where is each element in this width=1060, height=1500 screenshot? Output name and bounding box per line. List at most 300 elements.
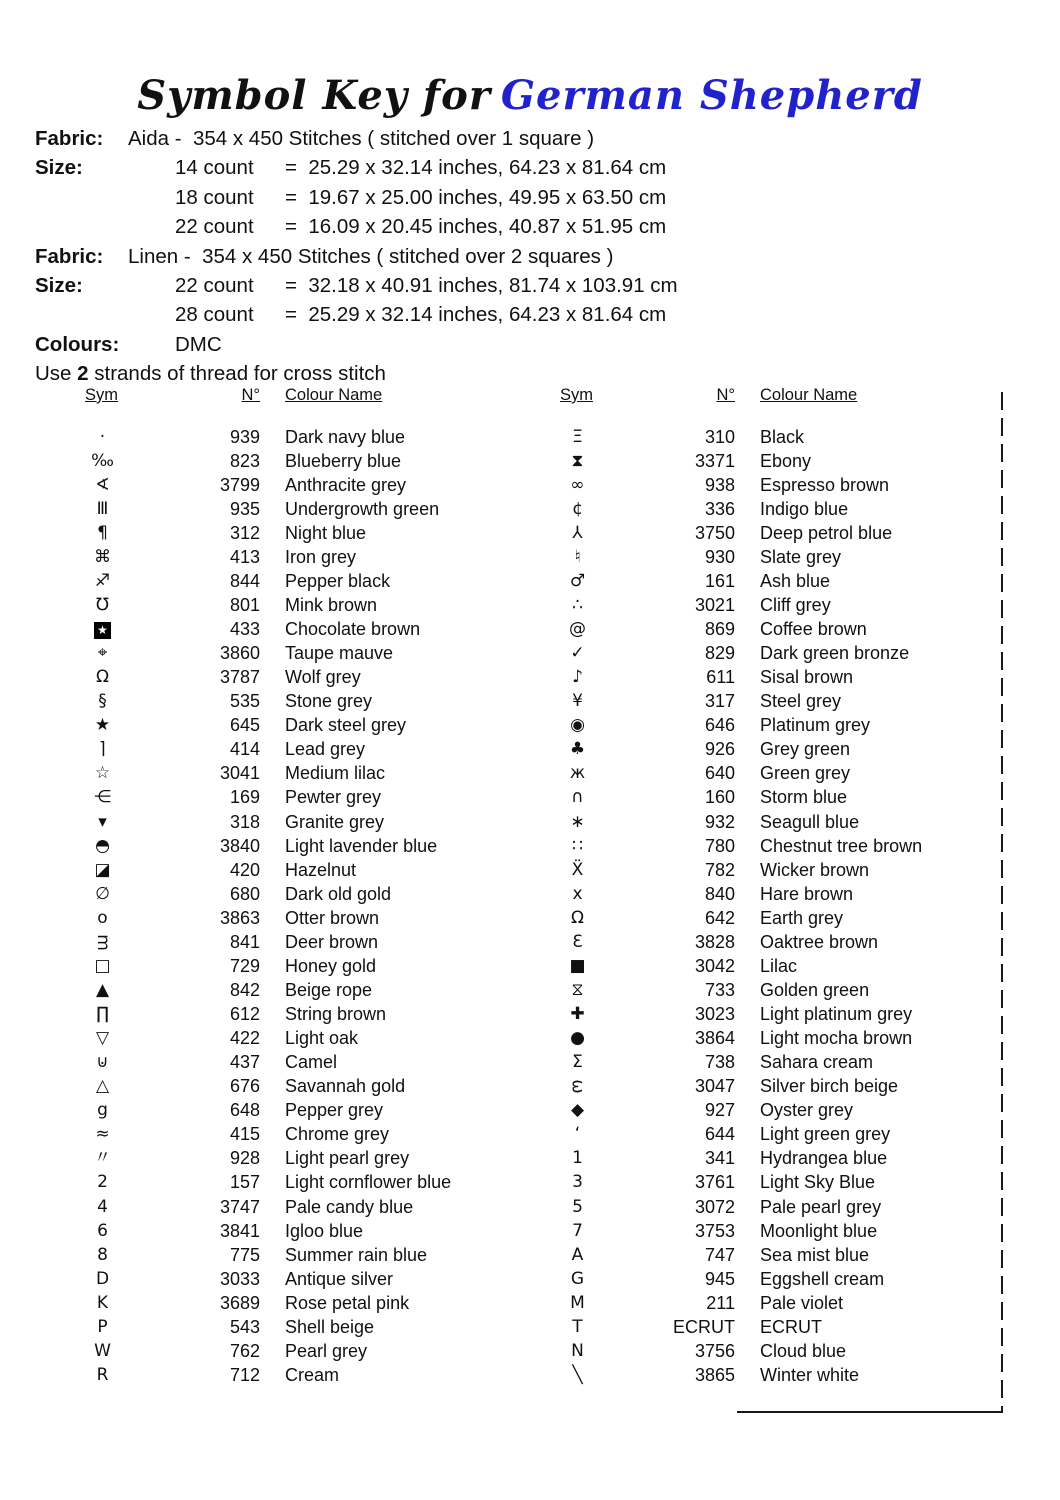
stitch-symbol-cell (60, 426, 145, 447)
stitch-symbol-cell (60, 741, 145, 758)
stitch-symbol-cell (535, 979, 620, 1000)
dmc-number-cell: 648 (229, 1100, 260, 1121)
dmc-number-cell: 3023 (694, 1004, 735, 1025)
stitch-symbol-icon: ¶ (97, 522, 108, 543)
stitch-symbol-cell (535, 765, 620, 782)
symbol-table-row (535, 1075, 980, 1099)
dmc-number-cell: 211 (706, 1292, 735, 1313)
stitch-symbol-icon: ⧗ (571, 450, 584, 471)
meta-value: Linen - 354 x 450 Stitches ( stitched over 2 squares ) (128, 244, 614, 268)
symbol-table-row (60, 1315, 490, 1339)
stitch-symbol-icon: M (570, 1292, 585, 1313)
stitch-symbol-icon: ♮ (574, 546, 581, 567)
table-left-rows (60, 425, 490, 1388)
stitch-symbol-cell (535, 811, 620, 832)
colour-name-cell: Wicker brown (760, 859, 870, 880)
dmc-number-cell: ECRUT (673, 1316, 735, 1337)
meta-label: Fabric: (35, 244, 104, 268)
stitch-symbol-icon: ♪ (572, 667, 583, 688)
dmc-number-cell: 3753 (694, 1220, 735, 1241)
stitch-symbol-icon: ж (569, 763, 586, 784)
colour-name-cell: Ash blue (760, 570, 831, 591)
symbol-table-right (535, 386, 980, 1388)
colour-name-cell: Camel (285, 1052, 338, 1073)
symbol-table-row (60, 882, 490, 906)
symbol-table-row (60, 858, 490, 882)
meta-value: Aida - 354 x 450 Stitches ( stitched over 1 square ) (128, 127, 595, 150)
colour-name-cell: Beige rope (285, 979, 373, 1000)
meta-value: = 32.18 x 40.91 inches, 81.74 x 103.91 cm (285, 274, 678, 298)
symbol-table-row (535, 762, 980, 786)
symbol-table-row (535, 666, 980, 690)
stitch-symbol-cell (535, 907, 620, 928)
colour-name-cell: Dark old gold (285, 883, 392, 904)
stitch-symbol-cell (60, 1054, 145, 1071)
strands-note (35, 359, 895, 388)
symbol-table-row (535, 642, 980, 666)
dmc-number-cell: 420 (229, 859, 260, 880)
stitch-symbol-icon: D (95, 1268, 110, 1289)
symbol-table-row (535, 1003, 980, 1027)
adjacent-page-edge-horizontal-line (737, 1411, 1003, 1413)
stitch-symbol-icon: ⌖ (97, 643, 108, 664)
symbol-table-row (60, 738, 490, 762)
symbol-table-row (60, 593, 490, 617)
stitch-symbol-cell (60, 1220, 145, 1241)
dmc-number-cell: 823 (229, 450, 260, 471)
colour-name-cell: Light cornflower blue (285, 1172, 452, 1193)
meta-value (285, 330, 895, 359)
stitch-symbol-cell (60, 522, 145, 543)
symbol-table-left (60, 386, 490, 1388)
stitch-symbol-cell (60, 474, 145, 495)
symbol-table-row (535, 497, 980, 521)
stitch-symbol-cell (535, 1244, 620, 1265)
dmc-number-cell: 935 (229, 498, 260, 519)
pattern-meta (35, 124, 895, 389)
colour-name-cell: Lead grey (285, 739, 366, 760)
stitch-symbol-icon: ⌉ (99, 739, 106, 760)
stitch-symbol-cell (535, 1220, 620, 1241)
colour-name-cell: Undergrowth green (285, 498, 440, 519)
stitch-symbol-cell (60, 1244, 145, 1265)
dmc-number-cell: 3841 (219, 1220, 260, 1241)
dmc-number-cell: 3756 (694, 1340, 735, 1361)
stitch-symbol-icon: ◪ (94, 859, 111, 880)
stitch-symbol-cell (60, 1196, 145, 1217)
stitch-symbol-cell (60, 570, 145, 591)
colour-name-cell: Silver birch beige (760, 1076, 899, 1097)
colour-name-cell: Eggshell cream (760, 1268, 885, 1289)
symbol-table-row (60, 449, 490, 473)
stitch-symbol-icon: ☆ (94, 763, 111, 784)
dmc-number-cell: 780 (704, 835, 735, 856)
dmc-number-cell: 3033 (219, 1268, 260, 1289)
stitch-symbol-cell (60, 1364, 145, 1385)
dmc-number-cell: 932 (704, 811, 735, 832)
symbol-table-row (535, 1099, 980, 1123)
symbol-table-row (535, 906, 980, 930)
dmc-number-cell: 829 (704, 643, 735, 664)
dmc-number-cell: 611 (706, 667, 735, 688)
dmc-number-cell: 169 (229, 787, 260, 808)
stitch-symbol-icon: ‰ (91, 450, 114, 471)
stitch-symbol-cell (60, 811, 145, 832)
symbol-table-row (535, 1363, 980, 1387)
stitch-symbol-icon: ★ (94, 715, 111, 736)
stitch-symbol-cell (60, 765, 145, 782)
stitch-symbol-icon: ♣ (569, 739, 586, 760)
stitch-symbol-cell (535, 1292, 620, 1313)
symbol-table-row (535, 1267, 980, 1291)
stitch-symbol-cell (535, 546, 620, 567)
dmc-number-cell: 612 (229, 1004, 260, 1025)
stitch-symbol-icon: ⅄ (572, 522, 583, 543)
dmc-number-cell: 927 (704, 1100, 735, 1121)
colour-name-cell: Winter white (760, 1364, 860, 1385)
meta-value: = 16.09 x 20.45 inches, 40.87 x 51.95 cm (285, 215, 667, 239)
meta-label (35, 183, 128, 212)
stitch-symbol-cell (535, 1268, 620, 1289)
stitch-symbol-cell (535, 498, 620, 519)
symbol-table-row (535, 618, 980, 642)
stitch-symbol-icon: 2 (97, 1172, 108, 1193)
stitch-symbol-icon: ∩ (571, 787, 584, 808)
stitch-symbol-cell (535, 789, 620, 806)
stitch-symbol-cell (535, 1078, 620, 1095)
stitch-symbol-cell (60, 498, 145, 519)
stitch-symbol-icon: ▽ (95, 1028, 110, 1049)
colour-name-cell: Granite grey (285, 811, 385, 832)
colour-name-cell: Deer brown (285, 931, 379, 952)
dmc-number-cell: 535 (229, 691, 260, 712)
colour-name-cell: Pale pearl grey (760, 1196, 882, 1217)
stitch-symbol-cell (60, 1340, 145, 1361)
symbol-table-row (60, 521, 490, 545)
stitch-symbol-icon: ✓ (570, 643, 585, 664)
colour-name-cell: Light green grey (760, 1124, 891, 1145)
title-prefix: Symbol Key for (137, 72, 491, 119)
stitch-symbol-cell (60, 883, 145, 904)
dmc-number-cell: 3021 (694, 594, 735, 615)
dmc-number-cell: 415 (229, 1124, 260, 1145)
meta-row (35, 212, 895, 241)
colour-name-cell: Green grey (760, 763, 851, 784)
dmc-number-cell: 928 (229, 1148, 260, 1169)
stitch-symbol-icon: ∷ (572, 835, 583, 856)
colour-name-cell: Indigo blue (760, 498, 849, 519)
meta-row (35, 153, 895, 182)
colour-name-cell: Igloo blue (285, 1220, 364, 1241)
stitch-symbol-icon: § (98, 691, 107, 712)
symbol-table-row (535, 1243, 980, 1267)
colour-name-cell: Cloud blue (760, 1340, 847, 1361)
colour-name-cell: Dark steel grey (285, 715, 407, 736)
stitch-symbol-icon: G (570, 1268, 585, 1289)
meta-count: 22 count (175, 215, 254, 239)
meta-label: Size: (35, 274, 83, 298)
stitch-symbol-cell (535, 1340, 620, 1361)
symbol-table-row (535, 425, 980, 449)
dmc-number-cell: 413 (229, 546, 260, 567)
colour-name-cell: Slate grey (760, 546, 842, 567)
meta-label (35, 212, 128, 241)
dmc-number-cell: 738 (704, 1052, 735, 1073)
stitch-symbol-icon: ∢ (95, 474, 110, 495)
stitch-symbol-cell (60, 669, 145, 686)
symbol-table-row (535, 810, 980, 834)
dmc-number-cell: 3761 (694, 1172, 735, 1193)
stitch-symbol-icon: ╲ (572, 1364, 583, 1385)
stitch-symbol-cell (60, 1268, 145, 1289)
stitch-symbol-cell (535, 1054, 620, 1071)
meta-count: DMC (175, 332, 222, 356)
stitch-symbol-cell (60, 645, 145, 662)
symbol-table-row (60, 569, 490, 593)
stitch-symbol-icon: ◓ (95, 835, 110, 856)
colour-name-cell: Chrome grey (285, 1124, 390, 1145)
stitch-symbol-cell (60, 1292, 145, 1313)
meta-row (35, 242, 895, 271)
symbol-table-row (60, 1123, 490, 1147)
symbol-table-row (535, 834, 980, 858)
dmc-number-cell: 3750 (694, 522, 735, 543)
strands-note-count: 2 (77, 362, 89, 386)
stitch-symbol-icon: ⊍ (96, 1052, 109, 1073)
meta-count: 14 count (175, 156, 254, 180)
dmc-number-cell: 926 (704, 739, 735, 760)
symbol-table-row (60, 642, 490, 666)
symbol-table-row (535, 714, 980, 738)
colour-name-cell: Oaktree brown (760, 931, 879, 952)
dmc-number-cell: 3371 (694, 450, 735, 471)
dmc-number-cell: 844 (229, 570, 260, 591)
stitch-symbol-cell (60, 1030, 145, 1047)
symbol-table-row (535, 786, 980, 810)
symbol-table-row (535, 1027, 980, 1051)
colour-name-cell: Grey green (760, 739, 851, 760)
meta-value: = 19.67 x 25.00 inches, 49.95 x 63.50 cm (285, 185, 667, 209)
dmc-number-cell: 3787 (219, 667, 260, 688)
stitch-symbol-icon: 6 (97, 1220, 108, 1241)
colour-name-cell: Lilac (760, 955, 798, 976)
stitch-symbol-cell (535, 450, 620, 471)
dmc-number-cell: 676 (229, 1076, 260, 1097)
symbol-table-row (60, 834, 490, 858)
colour-name-cell: Stone grey (285, 691, 373, 712)
stitch-symbol-icon: ★ (94, 622, 111, 639)
dmc-number-cell: 317 (704, 691, 735, 712)
adjacent-page-edge-vertical-line (1001, 392, 1003, 1412)
title-subject: German Shepherd (500, 72, 923, 119)
colour-name-cell: Chestnut tree brown (760, 835, 923, 856)
colour-name-cell: Summer rain blue (285, 1244, 428, 1265)
symbol-table-row (60, 1267, 490, 1291)
symbol-table-row (60, 954, 490, 978)
symbol-table-row (535, 1123, 980, 1147)
colour-name-cell: Mink brown (285, 594, 378, 615)
colour-name-cell: Steel grey (760, 691, 842, 712)
dmc-number-cell: 712 (229, 1364, 260, 1385)
stitch-symbol-cell (60, 1126, 145, 1143)
stitch-symbol-icon: 〃 (94, 1148, 111, 1169)
colour-name-cell: Savannah gold (285, 1076, 406, 1097)
symbol-table-row (60, 978, 490, 1002)
symbol-table-row (535, 569, 980, 593)
stitch-symbol-icon: △ (95, 1076, 110, 1097)
symbol-table-row (60, 810, 490, 834)
colour-name-cell: Cream (285, 1364, 340, 1385)
stitch-symbol-cell (535, 1364, 620, 1385)
dmc-number-cell: 336 (704, 498, 735, 519)
symbol-table-row (60, 1051, 490, 1075)
colour-name-cell: Deep petrol blue (760, 522, 893, 543)
colour-name-cell: Hare brown (760, 883, 854, 904)
stitch-symbol-icon: N (571, 1340, 584, 1361)
stitch-symbol-cell (535, 570, 620, 591)
stitch-symbol-cell (535, 645, 620, 662)
colour-name-cell: Pearl grey (285, 1340, 368, 1361)
symbol-table-row (535, 521, 980, 545)
symbol-table-row (60, 545, 490, 569)
colour-name-cell: Taupe mauve (285, 643, 394, 664)
meta-label: Fabric: (35, 127, 104, 150)
stitch-symbol-icon: T (572, 1316, 583, 1337)
symbol-table-row (60, 1219, 490, 1243)
stitch-symbol-cell (535, 522, 620, 543)
stitch-symbol-cell (60, 546, 145, 567)
symbol-table-row (60, 1195, 490, 1219)
colour-name-cell: Sisal brown (760, 667, 854, 688)
colour-name-cell: Storm blue (760, 787, 848, 808)
symbol-table-row (60, 930, 490, 954)
symbol-table-row (535, 930, 980, 954)
stitch-symbol-icon: 1 (572, 1148, 583, 1169)
symbol-table-row (60, 1171, 490, 1195)
symbol-table-row (60, 1363, 490, 1387)
symbol-table-row (60, 690, 490, 714)
stitch-symbol-icon: g (97, 1100, 108, 1121)
header-sym: Sym (85, 386, 118, 404)
stitch-symbol-icon: Ⅲ (96, 498, 109, 519)
symbol-table-row (60, 762, 490, 786)
stitch-symbol-cell (60, 1102, 145, 1119)
dmc-number-cell: 733 (704, 979, 735, 1000)
colour-name-cell: Pewter grey (285, 787, 382, 808)
symbol-table-row (535, 738, 980, 762)
stitch-symbol-cell (60, 1078, 145, 1095)
stitch-symbol-cell (535, 1126, 620, 1143)
stitch-symbol-icon: 4 (97, 1196, 108, 1217)
colour-name-cell: Light pearl grey (285, 1148, 410, 1169)
symbol-table-row (60, 906, 490, 930)
dmc-number-cell: 3840 (219, 835, 260, 856)
stitch-symbol-icon: Ω (96, 667, 109, 688)
meta-count: 28 count (175, 303, 254, 327)
meta-row (35, 330, 895, 359)
symbol-table-row (535, 1219, 980, 1243)
meta-value: = 25.29 x 32.14 inches, 64.23 x 81.64 cm (285, 303, 667, 327)
stitch-symbol-icon: 3 (572, 1172, 583, 1193)
colour-name-cell: Espresso brown (760, 474, 890, 495)
dmc-number-cell: 433 (229, 619, 260, 640)
symbol-table-row (60, 1147, 490, 1171)
symbol-table-row (60, 425, 490, 449)
header-sym: Sym (560, 386, 593, 404)
stitch-symbol-cell (535, 474, 620, 495)
colour-name-cell: Ebony (760, 450, 812, 471)
symbol-table-row (535, 1291, 980, 1315)
stitch-symbol-icon: @ (569, 619, 586, 640)
dmc-number-cell: 341 (704, 1148, 735, 1169)
stitch-symbol-cell (535, 1006, 620, 1023)
colour-name-cell: Golden green (760, 979, 870, 1000)
symbol-table-row (535, 1339, 980, 1363)
dmc-number-cell: 318 (229, 811, 260, 832)
colour-name-cell: Shell beige (285, 1316, 375, 1337)
stitch-symbol-icon: ∗ (570, 811, 585, 832)
symbol-table-row (535, 954, 980, 978)
dmc-number-cell: 543 (229, 1316, 260, 1337)
symbol-table-row (60, 1243, 490, 1267)
stitch-symbol-icon: R (96, 1364, 109, 1385)
dmc-number-cell: 3828 (694, 931, 735, 952)
stitch-symbol-icon: A (571, 1244, 584, 1265)
header-number: N° (716, 386, 735, 404)
stitch-symbol-cell (535, 859, 620, 880)
colour-name-cell: Light oak (285, 1028, 359, 1049)
colour-name-cell: Sea mist blue (760, 1244, 870, 1265)
dmc-number-cell: 782 (704, 859, 735, 880)
meta-label (35, 300, 128, 329)
dmc-number-cell: 869 (704, 619, 735, 640)
stitch-symbol-icon: ⋲ (94, 787, 111, 808)
symbol-table-row (535, 1195, 980, 1219)
stitch-symbol-cell (535, 693, 620, 710)
symbol-table-row (535, 882, 980, 906)
dmc-number-cell: 801 (229, 594, 260, 615)
stitch-symbol-cell (535, 1174, 620, 1191)
colour-name-cell: Otter brown (285, 907, 380, 928)
stitch-symbol-icon: ¥ (572, 691, 583, 712)
stitch-symbol-icon: ✚ (570, 1004, 585, 1025)
dmc-number-cell: 680 (229, 883, 260, 904)
symbol-table-row (535, 1171, 980, 1195)
symbol-table-row (60, 1339, 490, 1363)
dmc-number-cell: 3747 (219, 1196, 260, 1217)
stitch-symbol-icon: ♂ (569, 570, 586, 591)
stitch-symbol-cell (60, 979, 145, 1000)
stitch-symbol-cell (60, 1150, 145, 1167)
strands-note-suffix: strands of thread for cross stitch (88, 362, 386, 386)
stitch-symbol-icon: 5 (572, 1196, 583, 1217)
stitch-symbol-icon: m (93, 934, 113, 951)
stitch-symbol-cell (535, 1102, 620, 1119)
meta-value: = 25.29 x 32.14 inches, 64.23 x 81.64 cm (285, 156, 667, 180)
stitch-symbol-icon: ∴ (572, 594, 583, 615)
stitch-symbol-icon: ω (568, 1079, 588, 1094)
colour-name-cell: Light platinum grey (760, 1004, 913, 1025)
meta-label: Colours: (35, 332, 120, 356)
colour-name-cell: Dark navy blue (285, 426, 406, 447)
stitch-symbol-icon: ⧖ (571, 979, 584, 1000)
colour-name-cell: ECRUT (760, 1316, 822, 1337)
stitch-symbol-icon: ▲ (95, 979, 110, 1000)
symbol-table-row (535, 1315, 980, 1339)
dmc-number-cell: 160 (704, 787, 735, 808)
symbol-table-row (60, 1003, 490, 1027)
dmc-number-cell: 729 (229, 955, 260, 976)
